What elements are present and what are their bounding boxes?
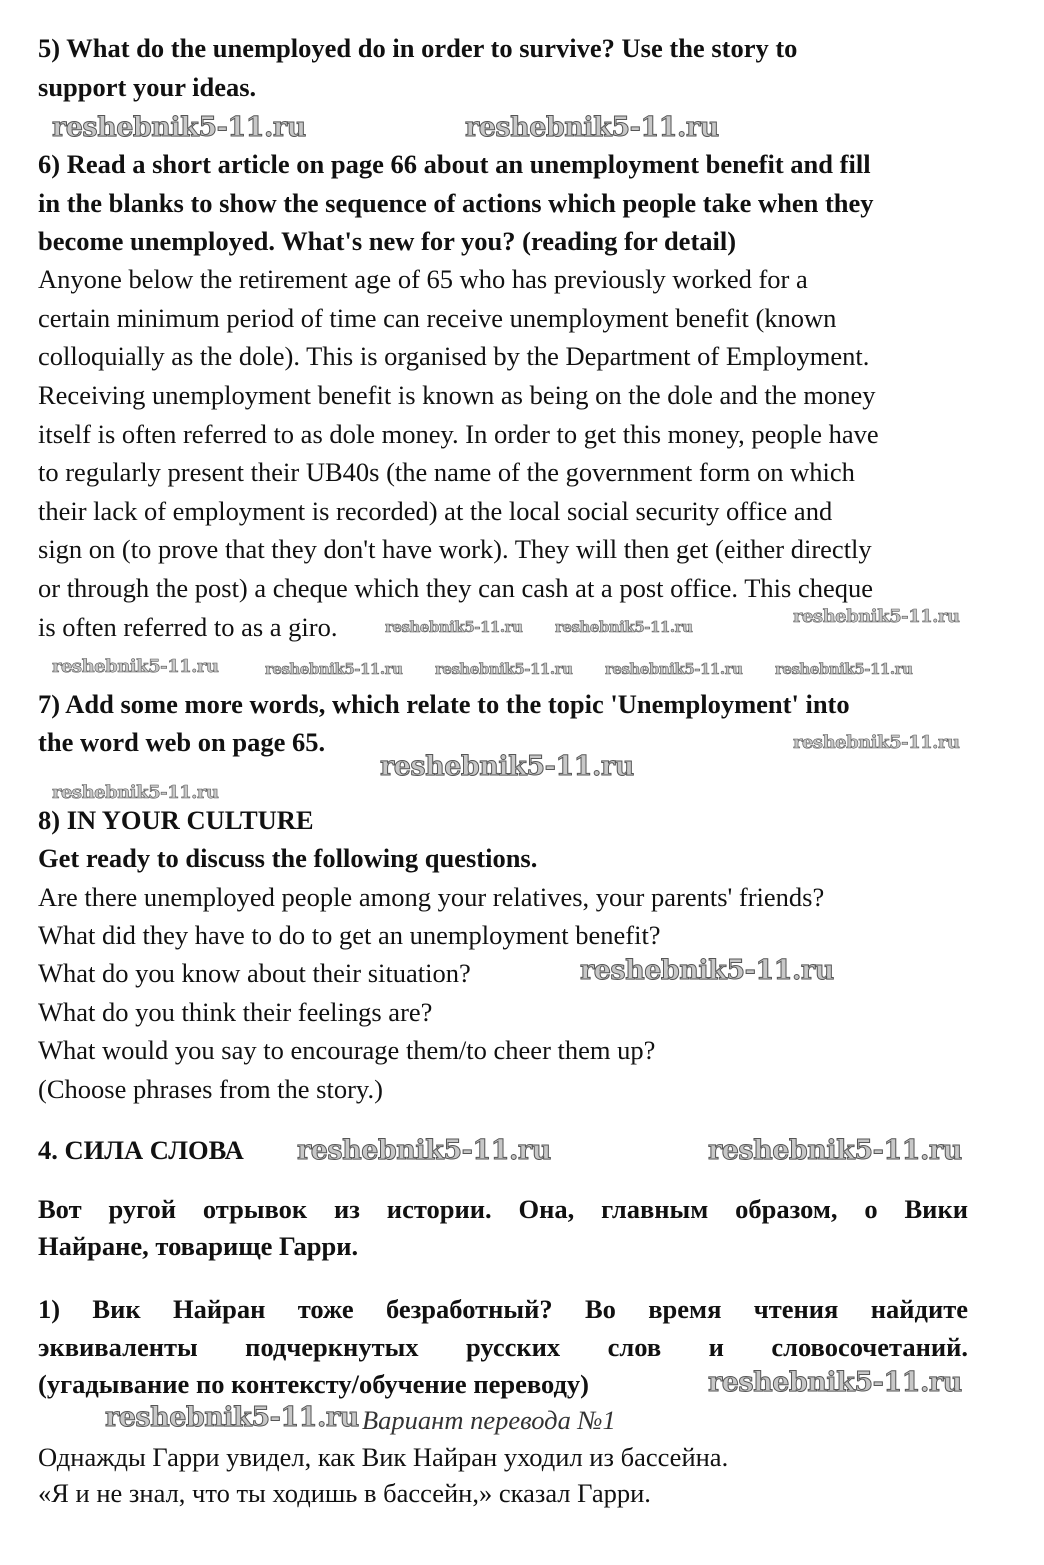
article-line: is often referred to as a giro.	[38, 612, 338, 642]
question-8-line: (Choose phrases from the story.)	[38, 1074, 383, 1104]
watermark: reshebnik5-11.ru	[555, 618, 693, 636]
watermark: reshebnik5-11.ru	[605, 660, 743, 678]
question-8-title: 8) IN YOUR CULTURE	[38, 805, 314, 835]
task-1-line: (угадывание по контексту/обучение переводу)	[38, 1369, 589, 1399]
watermark: reshebnik5-11.ru	[793, 606, 960, 627]
question-6-line: in the blanks to show the sequence of actions which people take when they	[38, 188, 874, 218]
article-line: certain minimum period of time can receive unemployment benefit (known	[38, 303, 837, 333]
watermark: reshebnik5-11.ru	[708, 1135, 962, 1166]
watermark: reshebnik5-11.ru	[105, 1402, 359, 1433]
article-line: Anyone below the retirement age of 65 who has previously worked for a	[38, 264, 808, 294]
task-1-line: эквиваленты подчеркнутых русских слов и словосочетаний.	[38, 1332, 968, 1362]
article-line: Receiving unemployment benefit is known as being on the dole and the money	[38, 380, 876, 410]
question-8-subtitle: Get ready to discuss the following questions.	[38, 843, 538, 873]
intro-line: Найране, товарище Гарри.	[38, 1231, 359, 1261]
article-line: sign on (to prove that they don't have work). They will then get (either directly	[38, 534, 872, 564]
translation-line: «Я и не знал, что ты ходишь в бассейн,» сказал Гарри.	[38, 1478, 651, 1508]
intro-line: Вот ругой отрывок из истории. Она, главным образом, о Вики	[38, 1194, 968, 1224]
watermark: reshebnik5-11.ru	[52, 112, 306, 143]
watermark: reshebnik5-11.ru	[385, 618, 523, 636]
article-line: or through the post) a cheque which they can cash at a post office. This cheque	[38, 573, 873, 603]
translation-variant-label: Вариант перевода №1	[362, 1405, 616, 1435]
question-8-line: What did they have to do to get an unemployment benefit?	[38, 920, 661, 950]
section-4-title: 4. СИЛА СЛОВА	[38, 1135, 244, 1165]
watermark: reshebnik5-11.ru	[435, 660, 573, 678]
watermark: reshebnik5-11.ru	[265, 660, 403, 678]
watermark: reshebnik5-11.ru	[52, 782, 219, 803]
question-5-line: support your ideas.	[38, 72, 257, 102]
article-line: to regularly present their UB40s (the name of the government form on which	[38, 457, 855, 487]
question-8-line: What would you say to encourage them/to cheer them up?	[38, 1035, 656, 1065]
article-line: colloquially as the dole). This is organised by the Department of Employment.	[38, 341, 870, 371]
task-1-line: 1) Вик Найран тоже безработный? Во время чтения найдите	[38, 1294, 968, 1324]
watermark: reshebnik5-11.ru	[775, 660, 913, 678]
question-7-line: the word web on page 65.	[38, 727, 326, 757]
question-6-line: 6) Read a short article on page 66 about an unemployment benefit and fill	[38, 149, 871, 179]
watermark: reshebnik5-11.ru	[52, 656, 219, 677]
watermark: reshebnik5-11.ru	[380, 751, 634, 782]
question-8-line: Are there unemployed people among your relatives, your parents' friends?	[38, 882, 825, 912]
question-5-line: 5) What do the unemployed do in order to survive? Use the story to	[38, 33, 798, 63]
question-8-line: What do you think their feelings are?	[38, 997, 433, 1027]
translation-line: Однажды Гарри увидел, как Вик Найран уходил из бассейна.	[38, 1442, 729, 1472]
watermark: reshebnik5-11.ru	[580, 955, 834, 986]
question-7-line: 7) Add some more words, which relate to the topic 'Unemployment' into	[38, 689, 850, 719]
watermark: reshebnik5-11.ru	[297, 1135, 551, 1166]
article-line: itself is often referred to as dole money. In order to get this money, people have	[38, 419, 879, 449]
watermark: reshebnik5-11.ru	[708, 1367, 962, 1398]
watermark: reshebnik5-11.ru	[793, 732, 960, 753]
question-8-line: What do you know about their situation?	[38, 958, 471, 988]
watermark: reshebnik5-11.ru	[465, 112, 719, 143]
question-6-line: become unemployed. What's new for you? (reading for detail)	[38, 226, 737, 256]
article-line: their lack of employment is recorded) at the local social security office and	[38, 496, 833, 526]
